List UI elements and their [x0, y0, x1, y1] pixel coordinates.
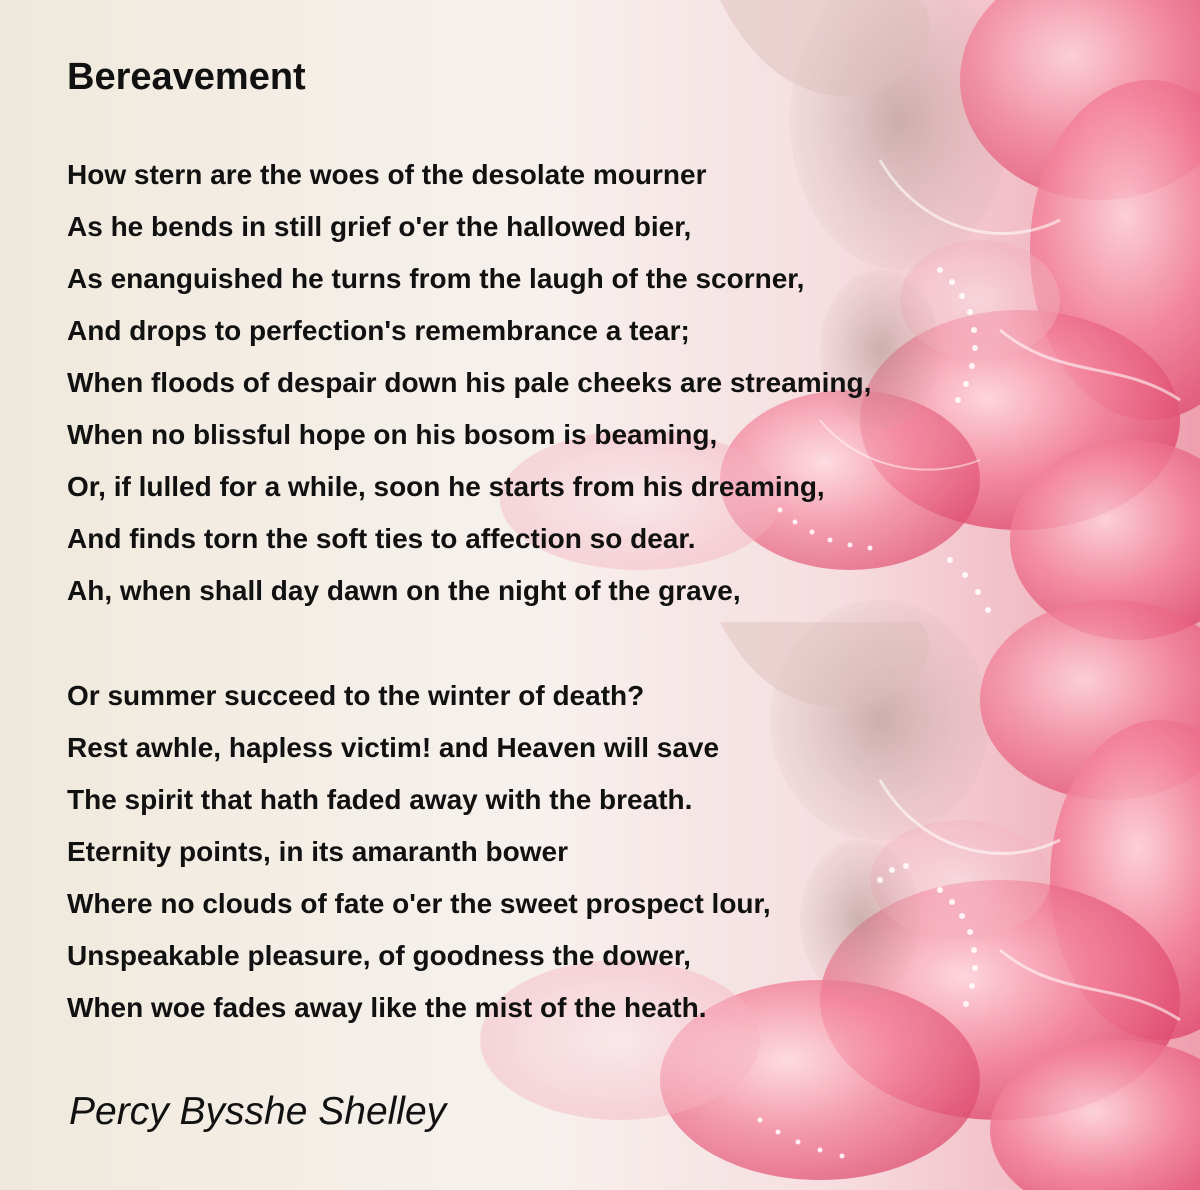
poem-line: The spirit that hath faded away with the breath.: [67, 784, 693, 815]
poem-line: Or, if lulled for a while, soon he starts from his dreaming,: [67, 471, 825, 502]
poem-line: As enanguished he turns from the laugh of the scorner,: [67, 263, 805, 294]
poem-line: Eternity points, in its amaranth bower: [67, 836, 568, 867]
poem-line: When woe fades away like the mist of the heath.: [67, 992, 707, 1023]
poem-line: As he bends in still grief o'er the hallowed bier,: [67, 211, 692, 242]
stanza-1: [67, 155, 871, 623]
poem-line: When no blissful hope on his bosom is beaming,: [67, 419, 718, 450]
poem-title: Bereavement: [67, 56, 306, 98]
poem-line: And drops to perfection's remembrance a tear;: [67, 315, 690, 346]
stanza-2: [67, 676, 771, 1040]
poem-line: Unspeakable pleasure, of goodness the dower,: [67, 940, 691, 971]
poem-line: Ah, when shall day dawn on the night of the grave,: [67, 575, 741, 606]
poem-line: When floods of despair down his pale cheeks are streaming,: [67, 367, 872, 398]
poem-line: And finds torn the soft ties to affection so dear.: [67, 523, 696, 554]
poem-line: Or summer succeed to the winter of death?: [67, 680, 645, 711]
poem-author: Percy Bysshe Shelley: [69, 1090, 447, 1133]
poem-line: How stern are the woes of the desolate mourner: [67, 159, 707, 190]
poem-line: Rest awhle, hapless victim! and Heaven will save: [67, 732, 720, 763]
poem-line: Where no clouds of fate o'er the sweet prospect lour,: [67, 888, 771, 919]
